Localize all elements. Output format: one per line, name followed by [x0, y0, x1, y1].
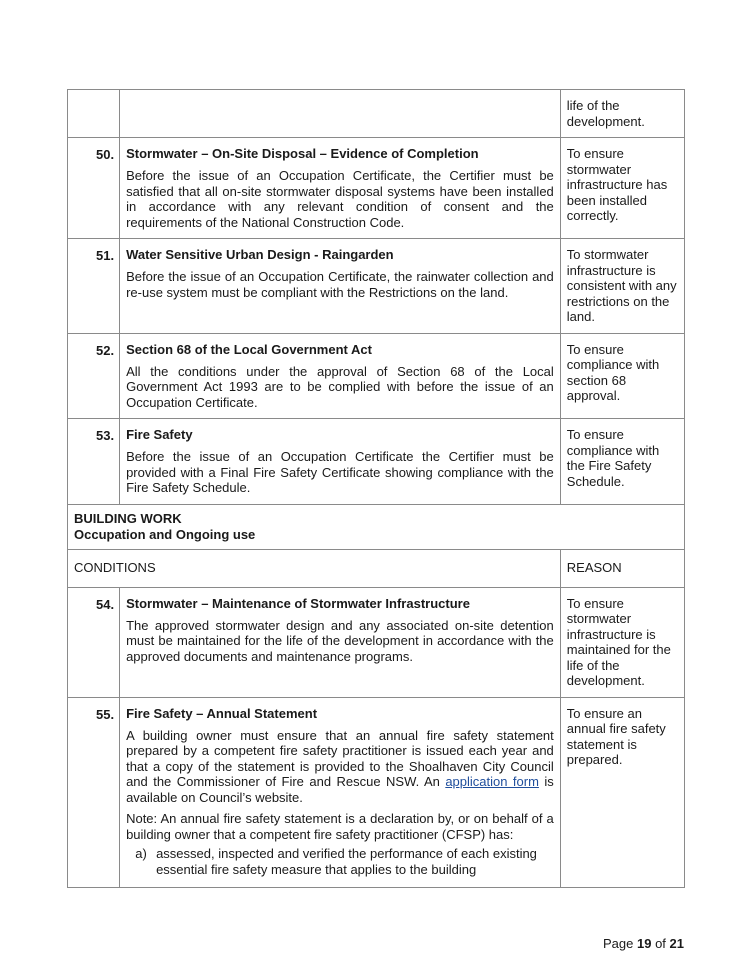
- condition-number: 55.: [68, 697, 120, 887]
- list-text: assessed, inspected and verified the performance of each existing essential fire safety measure that applies to the building: [156, 846, 537, 877]
- condition-title: Fire Safety: [126, 427, 193, 442]
- page-total: 21: [669, 936, 684, 951]
- number-cell: [68, 90, 120, 138]
- condition-title: Water Sensitive Urban Design - Raingarden: [126, 247, 394, 262]
- condition-title: Stormwater – Maintenance of Stormwater Infrastructure: [126, 595, 470, 611]
- of-label: of: [655, 936, 666, 951]
- condition-number: 50.: [68, 138, 120, 239]
- condition-cell: [120, 587, 561, 697]
- reason-cell: To ensure compliance with the Fire Safety Schedule.: [560, 419, 684, 505]
- column-header-row: [68, 549, 685, 587]
- table-row-52: [68, 333, 685, 419]
- table-row-55: [68, 697, 685, 887]
- condition-number: 52.: [68, 333, 120, 419]
- table-row-54: [68, 587, 685, 697]
- condition-number: 51.: [68, 239, 120, 334]
- list-marker: a): [135, 846, 147, 861]
- reason-cell: To ensure stormwater infrastructure is maintained for the life of the development.: [560, 587, 684, 697]
- condition-number: 53.: [68, 419, 120, 505]
- conditions-table: [67, 89, 685, 888]
- page-number: 19: [636, 936, 652, 951]
- condition-title: Section 68 of the Local Government Act: [126, 341, 372, 357]
- section-title: BUILDING WORK: [74, 510, 182, 526]
- condition-number: 54.: [68, 587, 120, 697]
- condition-cell: [120, 697, 561, 887]
- condition-body: Before the issue of an Occupation Certificate, the Certifier must be satisfied that all on-site stormwater disposal systems have been installed in accordance with any relevant condition of consent and the requirements of the National Construction Code.: [126, 168, 554, 230]
- condition-cell: [120, 239, 561, 334]
- section-subtitle: Occupation and Ongoing use: [74, 526, 256, 542]
- condition-body: All the conditions under the approval of Section 68 of the Local Government Act 1993 are to be complied with before the issue of an Occupation Certificate.: [126, 363, 554, 410]
- condition-body: Before the issue of an Occupation Certificate, the rainwater collection and re-use system must be compliant with the Restrictions on the land.: [126, 269, 554, 300]
- reason-cell: To ensure stormwater infrastructure has been installed correctly.: [560, 138, 684, 239]
- condition-body: [126, 728, 554, 806]
- page-footer: [603, 936, 684, 952]
- condition-body: The approved stormwater design and any associated on-site detention must be maintained for the life of the development in accordance with the approved documents and maintenance programs.: [126, 617, 554, 664]
- reason-cell: To ensure an annual fire safety statement is prepared.: [560, 697, 684, 887]
- condition-cell: [120, 90, 561, 138]
- condition-cell: [120, 333, 561, 419]
- list-item: [126, 846, 554, 877]
- page-label: Page: [602, 936, 634, 951]
- condition-cell: [120, 138, 561, 239]
- condition-cell: [120, 419, 561, 505]
- table-row-53: [68, 419, 685, 505]
- condition-note: Note: An annual fire safety statement is a declaration by, or on behalf of a building owner that a competent fire safety practitioner (CFSP) has:: [126, 811, 554, 842]
- condition-body-text-end: is available on Council’s website.: [126, 774, 554, 805]
- reason-cell: To ensure compliance with section 68 approval.: [560, 333, 684, 419]
- condition-title: Stormwater – On-Site Disposal – Evidence of Completion: [126, 146, 479, 161]
- reason-cell: life of the development.: [560, 90, 684, 138]
- condition-body-text: A building owner must ensure that an annual fire safety statement prepared by a competent fire safety practitioner is issued each year and that a copy of the statement is provided to the Shoalhaven City Council and the Commissioner of Fire and Rescue NSW. An: [126, 727, 554, 789]
- condition-title: Fire Safety – Annual Statement: [126, 705, 318, 721]
- table-row-51: [68, 239, 685, 334]
- table-row-continued: [68, 90, 685, 138]
- column-header-reason: REASON: [560, 549, 684, 587]
- table-row-50: [68, 138, 685, 239]
- reason-cell: To stormwater infrastructure is consistent with any restrictions on the land.: [560, 239, 684, 334]
- condition-body: Before the issue of an Occupation Certificate the Certifier must be provided with a Final Fire Safety Certificate showing compliance with the Fire Safety Schedule.: [126, 449, 554, 495]
- column-header-conditions: CONDITIONS: [68, 549, 561, 587]
- section-heading-row: [68, 504, 685, 549]
- section-heading: [68, 504, 685, 549]
- application-form-link[interactable]: application form: [445, 774, 539, 789]
